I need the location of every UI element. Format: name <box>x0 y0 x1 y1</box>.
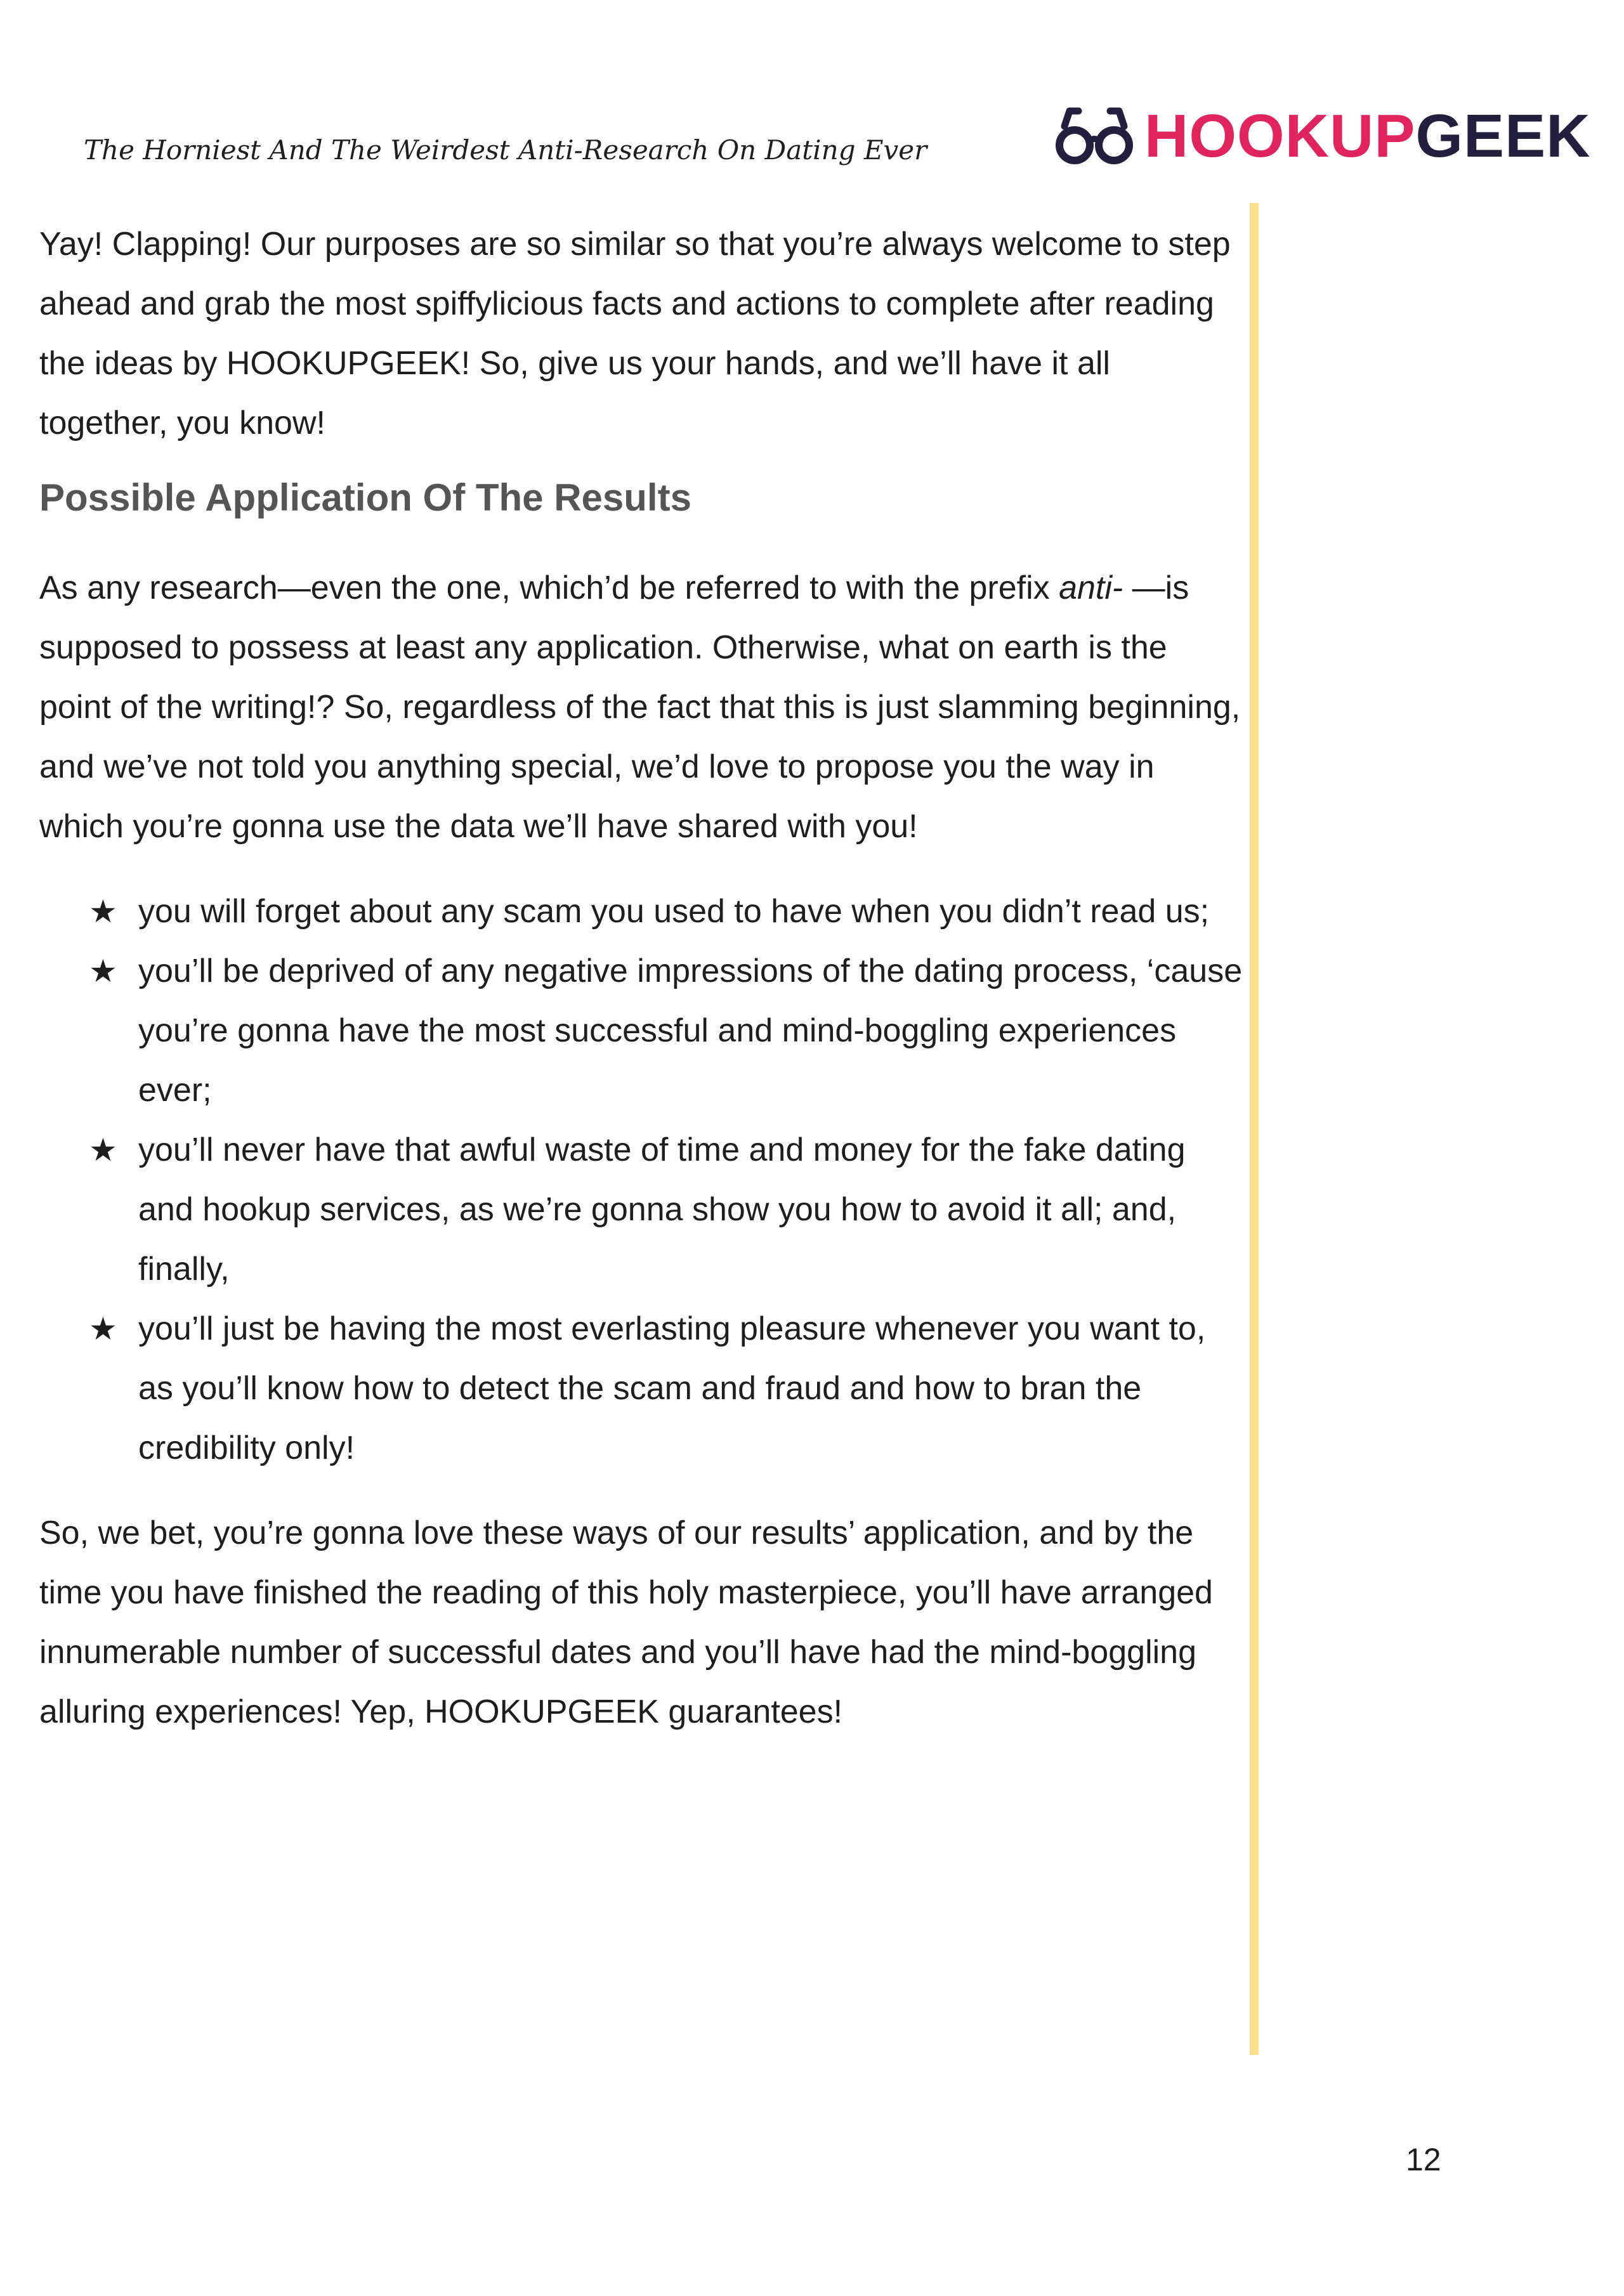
glasses-icon <box>1053 107 1136 166</box>
list-item-text: you’ll never have that awful waste of time and money for the fake dating and hookup services, as we’re gonna show you how to avoid it all; and, finally, <box>138 1132 1186 1288</box>
logo-hookup-text: HOOKUP <box>1144 102 1416 170</box>
list-item <box>39 1120 1245 1299</box>
list-item-text: you’ll be deprived of any negative impressions of the dating process, ‘cause you’re gonna have the most successful and mind-boggling experiences ever; <box>138 953 1243 1109</box>
star-icon: ★ <box>89 953 117 989</box>
star-icon: ★ <box>89 1132 117 1168</box>
benefits-list <box>39 882 1245 1478</box>
running-title: The Horniest And The Weirdest Anti-Research On Dating Ever <box>84 134 927 166</box>
logo-geek-text: GEEK <box>1415 102 1591 170</box>
application-paragraph <box>39 558 1245 856</box>
application-paragraph-rest: —is supposed to possess at least any application. Otherwise, what on earth is the point of the writing!? So, regardless of the fact that this is just slamming beginning, and we’ve not told you anything special, we’d love to propose you the way in which you’re gonna use the data we’ll have shared with you! <box>39 570 1241 845</box>
list-item <box>39 941 1245 1120</box>
logo-wordmark <box>1144 102 1591 170</box>
hookupgeek-logo <box>1053 101 1590 171</box>
star-icon: ★ <box>89 1310 117 1347</box>
list-item-text: you will forget about any scam you used to have when you didn’t read us; <box>138 893 1210 930</box>
list-item-text: you’ll just be having the most everlasting pleasure whenever you want to, as you’ll know how to detect the scam and fraud and how to bran the credibility only! <box>138 1310 1206 1466</box>
application-paragraph-lead: As any research—even the one, which’d be referred to with the prefix <box>39 570 1059 606</box>
prefix-emphasis: anti- <box>1059 570 1123 606</box>
star-icon: ★ <box>89 893 117 930</box>
list-item <box>39 882 1245 941</box>
page-content <box>39 214 1245 1742</box>
closing-paragraph: So, we bet, you’re gonna love these ways of our results’ application, and by the time you have finished the reading of this holy masterpiece, you’ll have arranged innumerable number of successful dates and you’ll have had the mind-boggling alluring experiences! Yep, HOOKUPGEEK guarantees! <box>39 1515 1213 1730</box>
side-rule <box>1250 203 1259 2055</box>
section-heading: Possible Application Of The Results <box>39 476 691 519</box>
intro-paragraph: Yay! Clapping! Our purposes are so similar so that you’re always welcome to step ahead and grab the most spiffylicious facts and actions to complete after reading the ideas by HOOKUPGEEK! So, give us your hands, and we’ll have it all together, you know! <box>39 226 1231 441</box>
page-number: 12 <box>1406 2142 1441 2177</box>
list-item <box>39 1299 1245 1478</box>
